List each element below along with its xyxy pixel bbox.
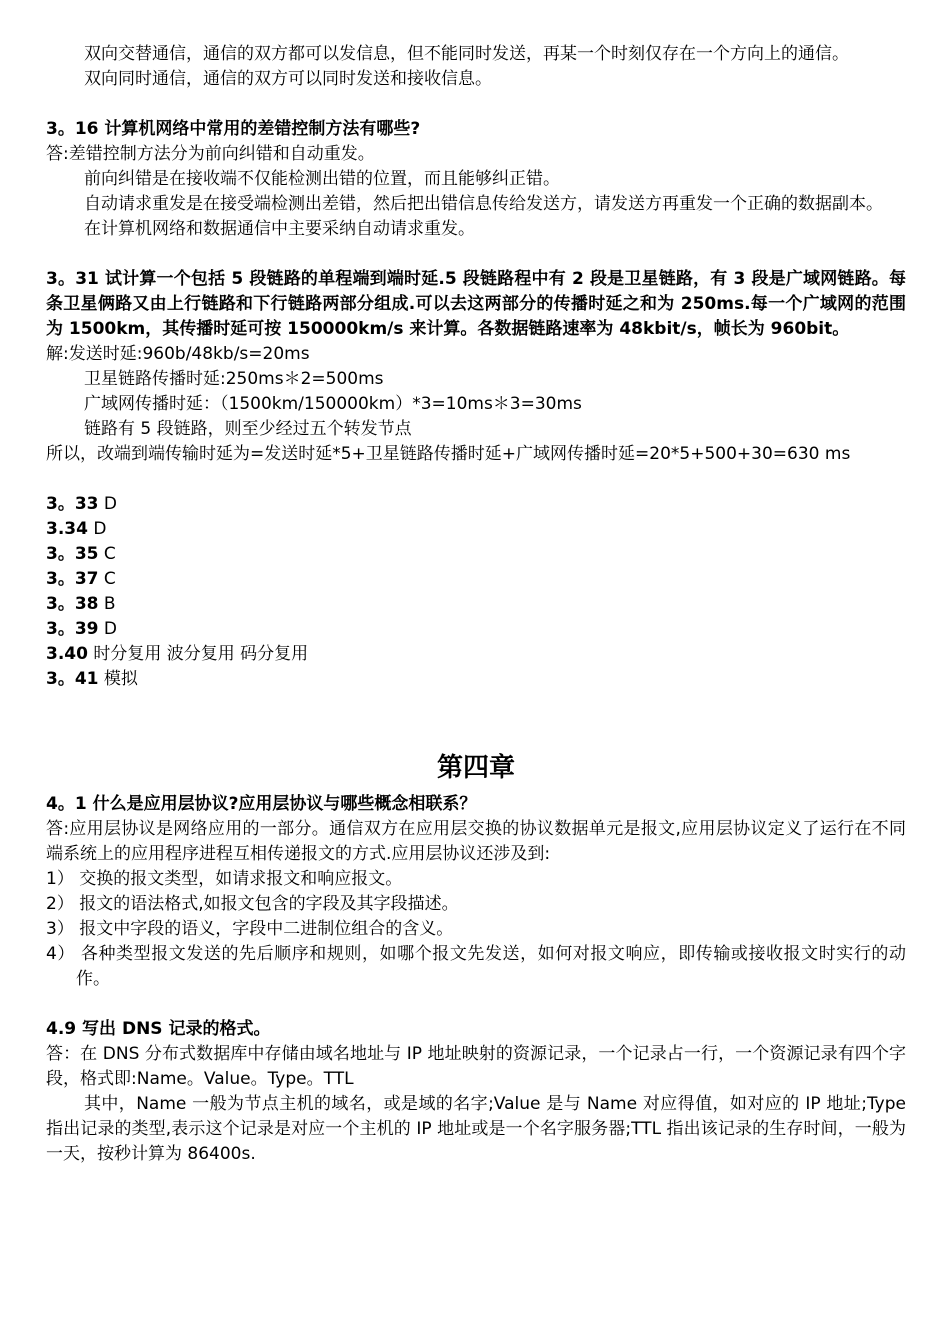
answer-number: 3。37 <box>46 569 99 589</box>
answer-item <box>46 517 906 542</box>
list-item: 4） 各种类型报文发送的先后顺序和规则，如哪个报文先发送，如何对报文响应，即传输或接收报文时实行的动作。 <box>46 944 906 989</box>
answer-number: 3.40 <box>46 644 88 664</box>
answer-value: C <box>103 544 116 564</box>
list-item: 2） 报文的语法格式,如报文包含的字段及其字段描述。 <box>46 894 459 914</box>
solution-3-31-line2: 卫星链路传播时延:250ms＊2=500ms <box>84 369 384 389</box>
answer-number: 3。39 <box>46 619 99 639</box>
list-item: 1） 交换的报文类型，如请求报文和响应报文。 <box>46 869 403 889</box>
answer-number: 3。33 <box>46 494 99 514</box>
answer-value: D <box>103 494 117 514</box>
answer-value: 时分复用 波分复用 码分复用 <box>93 644 309 664</box>
answer-item <box>46 667 906 692</box>
spacer <box>46 467 906 492</box>
answer-value: 模拟 <box>103 669 138 689</box>
answer-list <box>46 492 906 692</box>
answer-number: 3。38 <box>46 594 99 614</box>
answer-number: 3。35 <box>46 544 99 564</box>
solution-3-31-line5: 所以，改端到端传输时延为=发送时延*5+卫星链路传播时延+广域网传播时延=20*5+500+30=630 ms <box>46 444 851 464</box>
question-4-9: 4.9 写出 DNS 记录的格式。 <box>46 1019 271 1039</box>
chapter-title: 第四章 <box>436 753 515 783</box>
question-3-16: 3。16 计算机网络中常用的差错控制方法有哪些? <box>46 119 421 139</box>
paragraph-full-duplex: 双向同时通信，通信的双方可以同时发送和接收信息。 <box>84 69 492 89</box>
spacer <box>46 242 906 267</box>
answer-3-16-line1: 答:差错控制方法分为前向纠错和自动重发。 <box>46 144 375 164</box>
question-3-31: 3。31 试计算一个包括 5 段链路的单程端到端时延.5 段链路程中有 2 段是卫星链路，有 3 段是广域网链路。每条卫星俩路又由上行链路和下行链路两部分组成.可以去这两部分的传播时延之和为 250ms.每一个广域网的范围为 1500km，其传播时延可按 150000km/s 来计算。各数据链路速率为 48kbit/s，帧长为 960bit。 <box>46 269 906 339</box>
answer-4-1-intro: 答:应用层协议是网络应用的一部分。通信双方在应用层交换的协议数据单元是报文,应用层协议定义了运行在不同端系统上的应用程序进程互相传递报文的方式.应用层协议还涉及到: <box>46 819 906 864</box>
answer-value: B <box>103 594 116 614</box>
list-item: 3） 报文中字段的语义，字段中二进制位组合的含义。 <box>46 919 454 939</box>
answer-number: 3.34 <box>46 519 88 539</box>
answer-4-9-line1: 答：在 DNS 分布式数据库中存储由域名地址与 IP 地址映射的资源记录，一个记录占一行，一个资源记录有四个字段，格式即:Name。Value。Type。TTL <box>46 1044 906 1089</box>
paragraph-half-duplex: 双向交替通信，通信的双方都可以发信息，但不能同时发送，再某一个时刻仅存在一个方向上的通信。 <box>84 44 849 64</box>
question-4-1: 4。1 什么是应用层协议?应用层协议与哪些概念相联系？ <box>46 794 477 814</box>
answer-3-16-line2: 前向纠错是在接收端不仅能检测出错的位置，而且能够纠正错。 <box>84 169 560 189</box>
answer-3-16-line4: 在计算机网络和数据通信中主要采纳自动请求重发。 <box>84 219 475 239</box>
answer-item <box>46 542 906 567</box>
answer-item <box>46 592 906 617</box>
answer-value: C <box>103 569 116 589</box>
solution-3-31-line3: 广域网传播时延：（1500km/150000km）*3=10ms＊3=30ms <box>84 394 582 414</box>
answer-3-16-line3: 自动请求重发是在接受端检测出差错，然后把出错信息传给发送方，请发送方再重发一个正确的数据副本。 <box>84 194 883 214</box>
solution-3-31-line4: 链路有 5 段链路，则至少经过五个转发节点 <box>84 419 412 439</box>
document-page <box>46 42 906 1167</box>
answer-item <box>46 492 906 517</box>
answer-item <box>46 617 906 642</box>
solution-3-31-line1: 解:发送时延:960b/48kb/s=20ms <box>46 344 310 364</box>
answer-number: 3。41 <box>46 669 99 689</box>
answer-value: D <box>103 619 117 639</box>
spacer <box>46 92 906 117</box>
answer-4-9-line2: 其中，Name 一般为节点主机的域名，或是域的名字;Value 是与 Name 对应得值，如对应的 IP 地址;Type 指出记录的类型,表示这个记录是对应一个主机的 IP 地址或是一个名字服务器;TTL 指出该记录的生存时间，一般为一天，按秒计算为 86400s. <box>46 1094 906 1164</box>
answer-item <box>46 567 906 592</box>
spacer <box>46 692 906 742</box>
spacer <box>46 992 906 1017</box>
answer-item <box>46 642 906 667</box>
answer-value: D <box>93 519 107 539</box>
